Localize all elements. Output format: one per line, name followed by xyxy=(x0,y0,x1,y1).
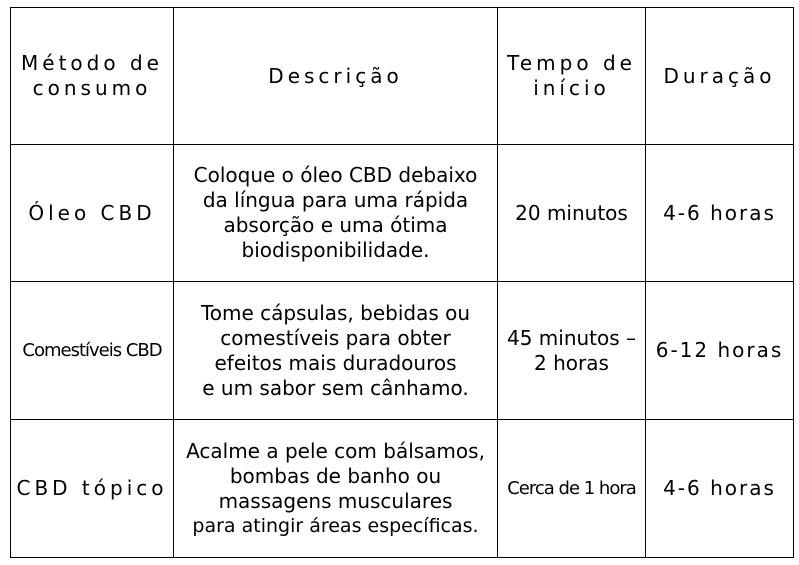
table-row xyxy=(11,282,794,420)
duration-cell xyxy=(646,145,794,282)
method-label: CBD tópico xyxy=(16,476,168,500)
description-cell xyxy=(174,420,498,558)
cbd-consumption-table-container xyxy=(10,7,793,557)
duration-cell xyxy=(646,282,794,420)
onset-label: Cerca de 1 hora xyxy=(507,478,636,499)
onset-line-2: 2 horas xyxy=(534,350,609,375)
method-label: Óleo CBD xyxy=(28,200,156,225)
description-line: Acalme a pele com bálsamos, xyxy=(186,438,485,463)
header-onset xyxy=(498,8,646,145)
description-line: bombas de banho ou xyxy=(229,463,442,488)
description-line: Tome cápsulas, bebidas ou xyxy=(200,300,471,325)
table-header-row xyxy=(11,8,794,145)
header-method-line-2: consumo xyxy=(32,76,152,100)
onset-cell xyxy=(498,420,646,558)
onset-label: 20 minutos xyxy=(515,200,628,225)
description-cell xyxy=(174,145,498,282)
header-method-line-1: Método de xyxy=(21,51,163,75)
header-duration-label: Duração xyxy=(663,63,776,88)
header-onset-line-1: Tempo de xyxy=(507,51,636,75)
method-cell xyxy=(11,145,174,282)
description-line: da língua para uma rápida xyxy=(202,188,469,212)
description-line: efeitos mais duradouros xyxy=(214,350,457,375)
description-line: para atingir áreas específicas. xyxy=(192,514,479,537)
duration-label: 6-12 horas xyxy=(655,338,784,362)
duration-cell xyxy=(646,420,794,558)
table-row xyxy=(11,420,794,558)
table-row xyxy=(11,145,794,282)
method-cell xyxy=(11,420,174,558)
description-line: biodisponibilidade. xyxy=(241,238,430,262)
header-onset-line-2: início xyxy=(533,76,610,100)
description-line: massagens musculares xyxy=(218,488,453,513)
header-duration xyxy=(646,8,794,145)
description-cell xyxy=(174,282,498,420)
onset-cell xyxy=(498,282,646,420)
description-line: e um sabor sem cânhamo. xyxy=(202,375,469,400)
duration-label: 4-6 horas xyxy=(663,476,776,500)
method-cell xyxy=(11,282,174,420)
header-method xyxy=(11,8,174,145)
duration-label: 4-6 horas xyxy=(663,200,776,225)
onset-cell xyxy=(498,145,646,282)
description-line: absorção e uma ótima xyxy=(223,213,448,237)
onset-line-1: 45 minutos – xyxy=(506,325,637,350)
header-description-label: Descrição xyxy=(268,63,403,88)
cbd-consumption-table xyxy=(10,7,794,558)
header-description xyxy=(174,8,498,145)
method-label: Comestíveis CBD xyxy=(22,340,162,361)
description-line: Coloque o óleo CBD debaixo xyxy=(193,163,478,187)
description-line: comestíveis para obter xyxy=(220,325,451,350)
